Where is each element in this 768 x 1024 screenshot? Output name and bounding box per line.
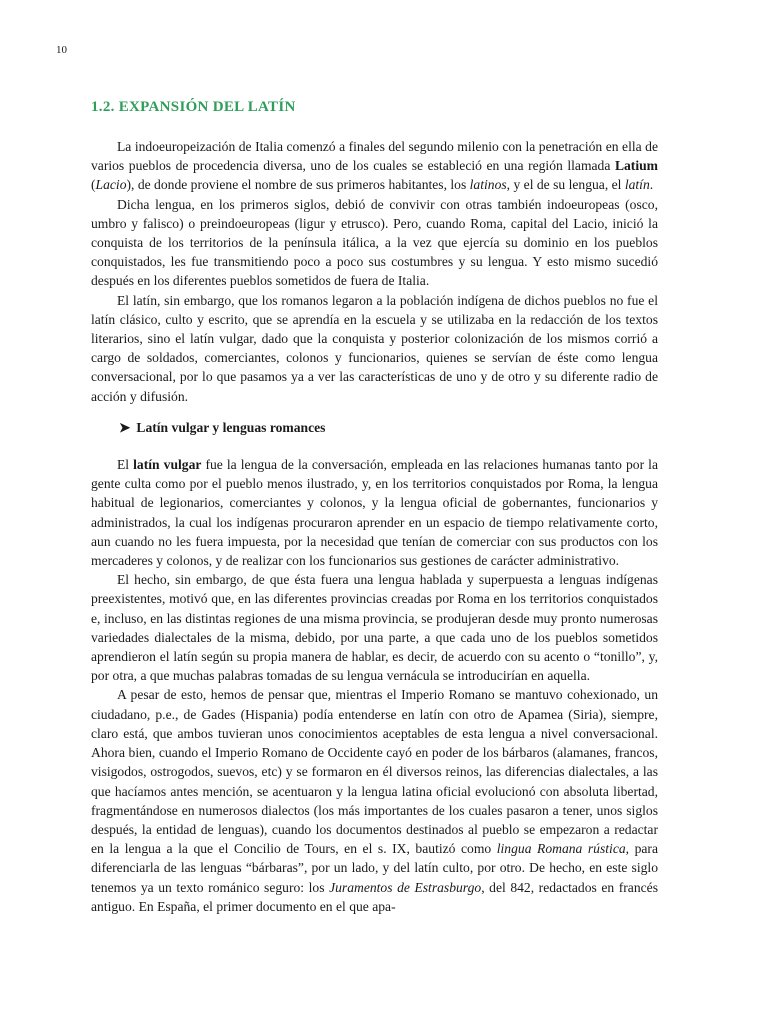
italic-term: Lacio bbox=[95, 177, 127, 193]
italic-term: Juramentos de Estrasburgo bbox=[329, 879, 482, 895]
subheading bbox=[119, 418, 658, 437]
text-run: El latín, sin embargo, que los romanos legaron a la población indígena de dichos pueblos no fue el latín clásico, culto y escrito, que se aprendía en la escuela y se utilizaba en la redacción de los textos literarios, sino el latín vulgar, dado que la conquista y posterior colonización de los mismos corrió a cargo de soldados, comerciantes, colonos y funcionarios, quienes se servían de éste como lengua conversacional, por lo que pasamos ya a ver las características de uno y de otro y su diferente radio de acción y difusión. bbox=[91, 292, 658, 404]
text-run: Dicha lengua, en los primeros siglos, debió de convivir con otras también indoeuropeas (osco, umbro y falisco) o preindoeuropeas (ligur y etrusco). Pero, cuando Roma, capital del Lacio, inició la conquista de los territorios de la península itálica, a la vez que ejercía su dominio en los pueblos conquistados, les fue transmitiendo poco a poco sus costumbres y su lengua. Y esto mismo sucedió después en los diferentes pueblos sometidos de fuera de Italia. bbox=[91, 196, 658, 289]
text-run: , del 842, redactados en francés antiguo. En España, el primer documento en el que apa- bbox=[91, 879, 658, 914]
text-run: , para diferenciarla de las lenguas “bárbaras”, por un lado, y del latín culto, por otro. De hecho, en este siglo tenemos ya un texto románico seguro: los bbox=[91, 841, 658, 895]
text-run: ), de donde proviene el nombre de sus primeros habitantes, los bbox=[126, 177, 470, 193]
italic-term: latinos bbox=[469, 177, 507, 193]
bold-term: Latium bbox=[614, 158, 658, 174]
text-run: , y el de su lengua, el bbox=[506, 177, 625, 193]
subheading-text: Latín vulgar y lenguas romances bbox=[136, 419, 326, 435]
document-body bbox=[91, 137, 658, 916]
text-run: El bbox=[117, 457, 134, 473]
paragraph-group-intro bbox=[91, 137, 658, 406]
paragraph bbox=[91, 570, 658, 685]
text-run: ( bbox=[91, 177, 96, 193]
section-title: 1.2. EXPANSIÓN DEL LATÍN bbox=[91, 99, 296, 115]
text-run: fue la lengua de la conversación, empleada en las relaciones humanas tanto por la gente culta como por el pueblo menos ilustrado, y, en los territorios conquistados por Roma, la lengua habitual de legionarios, comerciantes y colonos, y la lengua oficial de gobernantes, funcionarios y administrados, la cual los indígenas procuraron aprender en un espacio de tiempo relativamente corto, aun cuando no les fuera impuesta, por la necesidad que tenían de comerciar con sus productos con los mercaderes y colonos, y de realizar con los funcionarios sus gestiones de carácter administrativo. bbox=[91, 457, 658, 569]
italic-term: lingua Romana rústica bbox=[496, 841, 626, 857]
bold-term: latín vulgar bbox=[133, 457, 202, 473]
text-run: A pesar de esto, hemos de pensar que, mientras el Imperio Romano se mantuvo cohexionado, un ciudadano, p.e., de Gades (Hispania) podía entenderse en latín con otro de Apamea (Siria), siempre, claro está, que ambos tuvieran unos conocimientos aceptables de esta lengua a nivel conversacional. Ahora bien, cuando el Imperio Romano de Occidente cayó en poder de los bárbaros (alamanes, francos, visigodos, ostrogodos, suevos, etc) y se formaron en él diversos reinos, las diferencias dialectales, a las que hacíamos antes mención, se acentuaron y la lengua latina oficial evolucionó con absoluta libertad, fragmentándose en numerosos dialectos (los más importantes de los cuales pasaron a tener, unos siglos después, la entidad de lenguas), cuando los documentos destinados al pueblo se empezaron a redactar en la lengua a la que el Concilio de Tours, en el s. IX, bautizó como bbox=[91, 687, 658, 857]
arrowhead-bullet-icon: ➤ bbox=[119, 419, 131, 435]
italic-term: latín bbox=[624, 177, 650, 193]
paragraph bbox=[91, 685, 658, 915]
paragraph bbox=[91, 137, 658, 195]
text-run: . bbox=[649, 177, 654, 193]
paragraph-group-latin-vulgar bbox=[91, 455, 658, 916]
text-run: La indoeuropeización de Italia comenzó a finales del segundo milenio con la penetración en ella de varios pueblos de procedencia diversa, uno de los cuales se estableció en una región llamada bbox=[91, 139, 658, 174]
text-run: El hecho, sin embargo, de que ésta fuera una lengua hablada y superpuesta a lenguas indígenas preexistentes, motivó que, en las diferentes provincias creadas por Roma en los territorios conquistados e, incluso, en las distintas regiones de una misma provincia, se produjeran desde muy pronto numerosas variedades dialectales de la misma, debido, por una parte, a que cada uno de los pueblos sometidos aprendieron el latín según su propia manera de hablar, es decir, de acuerdo con su acento o “tonillo”, y, por otra, a que muchas palabras tomadas de su lengua vernácula se introducirían en aquella. bbox=[91, 572, 658, 684]
page-number: 10 bbox=[56, 44, 67, 56]
paragraph bbox=[91, 291, 658, 406]
paragraph bbox=[91, 195, 658, 291]
paragraph bbox=[91, 455, 658, 570]
